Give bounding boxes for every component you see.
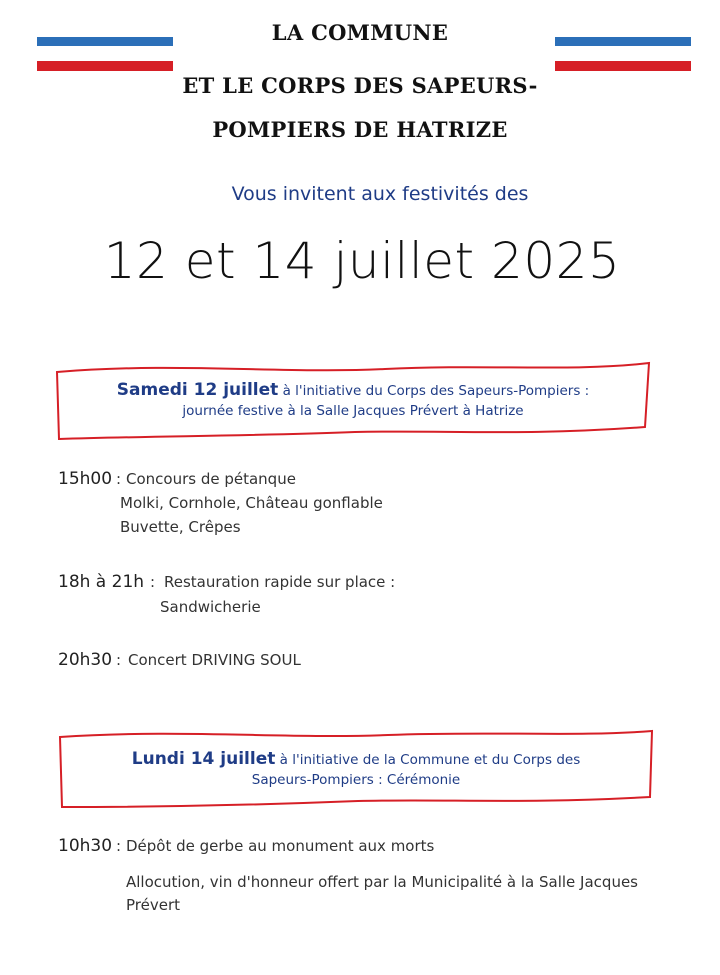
- event-sep: :: [150, 573, 156, 591]
- banner-day: Lundi 14 juillet: [131, 749, 276, 769]
- event-line: Buvette, Crêpes: [120, 518, 241, 536]
- banner-desc-2: journée festive à la Salle Jacques Prévert à Hatrize: [182, 403, 524, 419]
- header-line-1: LA COMMUNE: [271, 20, 449, 45]
- banner-lundi: [58, 727, 654, 812]
- event-sep: :: [116, 837, 122, 855]
- header-line-2: ET LE CORPS DES SAPEURS-: [182, 73, 538, 98]
- event-sep: :: [116, 470, 122, 488]
- event-line: Concours de pétanque: [126, 470, 296, 488]
- dates-title: 12 et 14 juillet 2025: [103, 232, 621, 290]
- banner-samedi: [55, 360, 651, 445]
- event-line: Allocution, vin d'honneur offert par la Municipalité à la Salle Jacques: [126, 873, 638, 891]
- event-line: Molki, Cornhole, Château gonflable: [120, 494, 383, 512]
- event-time: 10h30: [58, 836, 113, 856]
- banner-day: Samedi 12 juillet: [116, 380, 279, 400]
- event-time: 20h30: [58, 650, 113, 670]
- invite-text: Vous invitent aux festivités des: [231, 183, 529, 205]
- banner-desc-1: à l'initiative du Corps des Sapeurs-Pompiers :: [282, 383, 590, 399]
- event-line: Sandwicherie: [160, 598, 261, 616]
- banner-desc-1: à l'initiative de la Commune et du Corps des: [279, 752, 581, 768]
- banner-desc-2: Sapeurs-Pompiers : Cérémonie: [251, 772, 461, 788]
- event-time: 18h à 21h: [58, 572, 145, 592]
- event-sep: :: [116, 651, 122, 669]
- event-line: Concert DRIVING SOUL: [128, 651, 301, 669]
- event-line: Dépôt de gerbe au monument aux morts: [126, 837, 435, 855]
- event-line: Restauration rapide sur place :: [164, 573, 396, 591]
- event-line: Prévert: [126, 896, 181, 914]
- header-line-3: POMPIERS DE HATRIZE: [212, 117, 508, 142]
- event-time: 15h00: [58, 469, 113, 489]
